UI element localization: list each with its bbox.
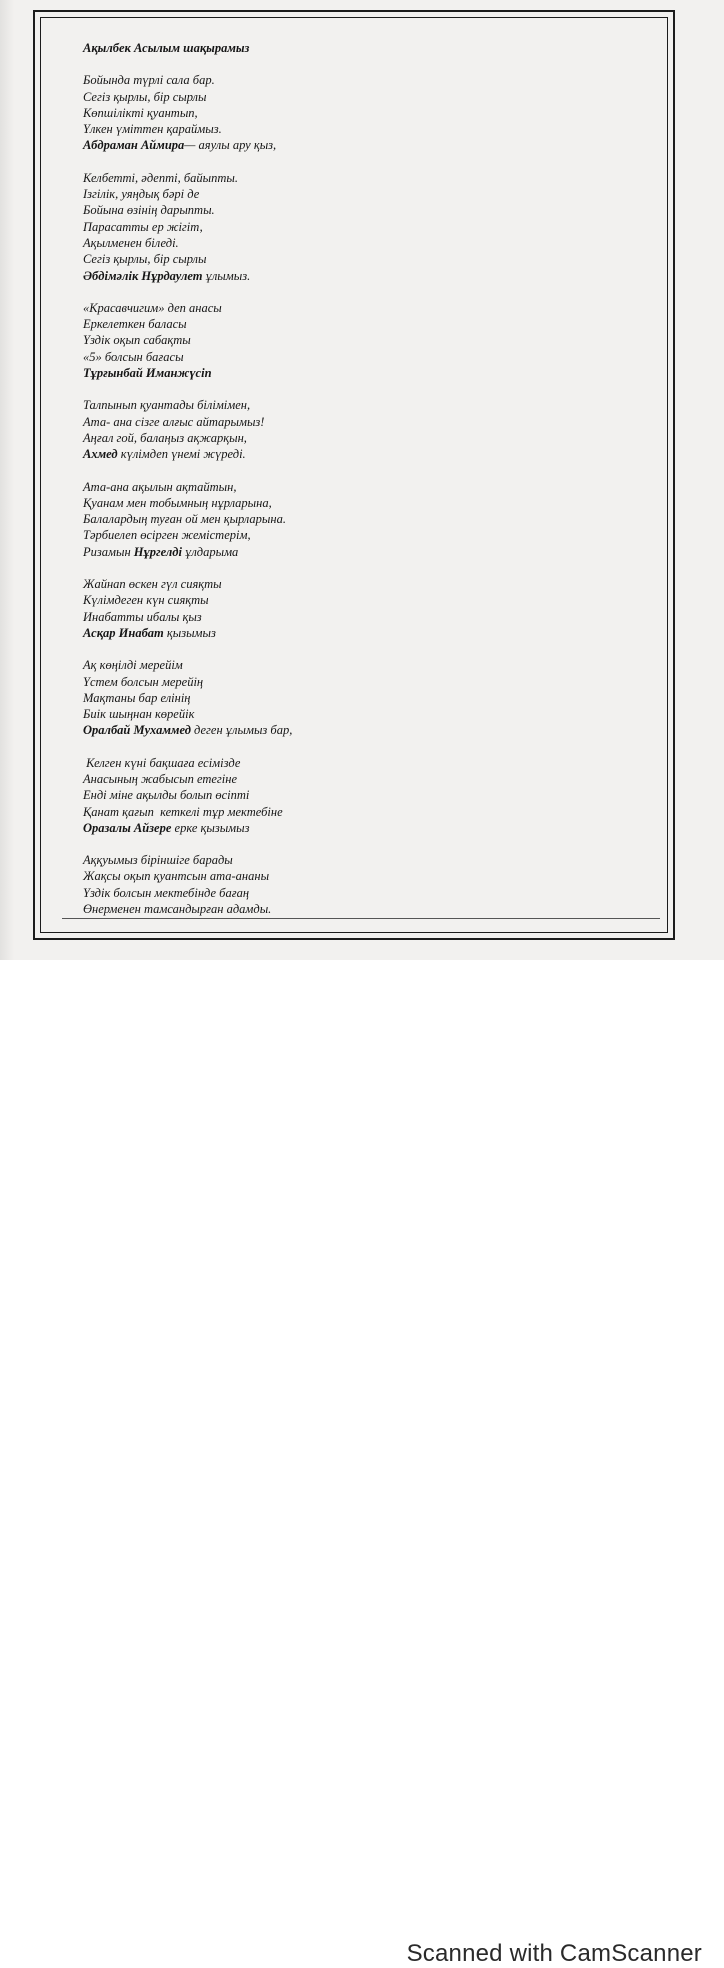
line-text: Аңғал гой, балаңыз ақжарқын,: [83, 430, 247, 445]
child-name: Тұрғынбай Иманжүсіп: [83, 366, 212, 381]
line-text: Бойында түрлі сала бар.: [83, 73, 215, 88]
line-text: Өнерменен тамсандырған адамды.: [83, 902, 272, 917]
poem-line: [83, 72, 643, 88]
poem-line: [83, 251, 643, 267]
poem-line: [83, 479, 643, 495]
line-text: Көпшілікті қуантып,: [83, 105, 198, 120]
poem-line: [83, 657, 643, 673]
stanza: [83, 852, 643, 917]
line-text: Ата- ана сізге алғыс айтарымыз!: [83, 414, 265, 429]
bottom-divider: [62, 918, 660, 919]
poem-line: [83, 235, 643, 251]
line-text: Ризамын: [83, 544, 134, 559]
poem-line: [83, 446, 643, 462]
poem-line: [83, 885, 643, 901]
line-text: Сегіз қырлы, бір сырлы: [83, 252, 207, 267]
line-text: Үлкен үміттен қараймыз.: [83, 122, 222, 137]
poem-line: [83, 771, 643, 787]
line-text: ұлдарыма: [181, 544, 239, 559]
poem-line: [83, 349, 643, 365]
poem-line: [83, 722, 643, 738]
poem-line: [83, 495, 643, 511]
poem-line: [83, 690, 643, 706]
poem-line: [83, 544, 643, 560]
line-text: Тәрбиелеп өсірген жемістерім,: [83, 528, 251, 543]
line-text: Биік шыңнан көрейік: [83, 707, 195, 722]
poem-line: [83, 89, 643, 105]
poem-line: [83, 804, 643, 820]
poem-line: [83, 852, 643, 868]
poem-line: [83, 219, 643, 235]
line-text: Инабатты ибалы қыз: [83, 609, 202, 624]
line-text: қызымыз: [163, 625, 216, 640]
poem-line: [83, 414, 643, 430]
poem-line: [83, 787, 643, 803]
line-text: Үстем болсын мерейің: [83, 674, 204, 689]
poem-line: [83, 868, 643, 884]
line-text: Балалардың туған ой мен қырларына.: [83, 512, 286, 527]
line-text: «Красавчигим» деп анасы: [83, 300, 222, 315]
poem-title: Ақылбек Асылым шақырамыз: [83, 41, 250, 55]
line-text: Енді міне ақылды болып өсіпті: [83, 788, 250, 803]
line-text: Үздік болсын мектебінде бағаң: [83, 885, 250, 900]
line-text: — аяулы ару қыз,: [184, 138, 277, 153]
line-text: ұлымыз.: [202, 268, 251, 283]
line-text: Ізгілік, уяңдық бәрі де: [83, 187, 200, 202]
poem-line: [83, 511, 643, 527]
line-text: Мақтаны бар елінің: [83, 690, 191, 705]
poem-line: [83, 300, 643, 316]
child-name: Оралбай Мухаммед: [83, 723, 191, 738]
line-text: Ақ көңілді мерейім: [83, 658, 183, 673]
stanza: [83, 300, 643, 381]
line-text: Жайнап өскен гүл сияқты: [83, 577, 222, 592]
line-text: «5» болсын бағасы: [83, 349, 184, 364]
poem-line: [83, 706, 643, 722]
child-name: Абдраман Аймира: [83, 138, 185, 153]
line-text: Парасатты ер жігіт,: [83, 219, 203, 234]
scanned-page: [0, 0, 724, 960]
stanza: [83, 72, 643, 153]
child-name: Оразалы Айзере: [83, 820, 172, 835]
child-name: Әбдімәлік Нұрдаулет: [83, 268, 203, 283]
poem-line: [83, 121, 643, 137]
poem-line: [83, 674, 643, 690]
line-text: Қанат қағып кеткелі тұр мектебіне: [83, 804, 283, 819]
poem-line: [83, 625, 643, 641]
poem-line: [83, 170, 643, 186]
camscanner-watermark: Scanned with CamScanner: [406, 1940, 702, 1967]
line-text: Сегіз қырлы, бір сырлы: [83, 89, 207, 104]
poem-line: [83, 576, 643, 592]
child-name: Нұргелді: [133, 544, 182, 559]
stanza: [83, 397, 643, 462]
footer-bar: [0, 960, 724, 1967]
poem-line: [83, 820, 643, 836]
line-text: Бойына өзінің дарыпты.: [83, 203, 215, 218]
line-text: Келген күні бақшаға есімізде: [83, 755, 241, 770]
poem-line: [83, 316, 643, 332]
line-text: Еркелеткен баласы: [83, 317, 187, 332]
poem-line: [83, 268, 643, 284]
line-text: Күлімдеген күн сияқты: [83, 593, 209, 608]
line-text: күлімдеп үнемі жүреді.: [117, 447, 246, 462]
line-text: Үздік оқып сабақты: [83, 333, 191, 348]
line-text: Аққуымыз біріншіге барады: [83, 853, 233, 868]
poem-line: [83, 332, 643, 348]
poem-line: [83, 901, 643, 917]
poem-line: [83, 527, 643, 543]
stanza: [83, 657, 643, 738]
poem-line: [83, 186, 643, 202]
stanza-list: [83, 72, 643, 917]
stanza: [83, 755, 643, 836]
line-text: Жақсы оқып қуантсын ата-ананы: [83, 869, 270, 884]
child-name: Ахмед: [83, 447, 118, 462]
poem-body: [83, 40, 643, 917]
poem-line: [83, 430, 643, 446]
stanza: [83, 479, 643, 560]
line-text: Келбетті, әдепті, байыпты.: [83, 170, 238, 185]
line-text: Қуанам мен тобымның нұрларына,: [83, 495, 272, 510]
stanza: [83, 170, 643, 284]
scan-edge-shadow: [0, 0, 14, 960]
line-text: ерке қызымыз: [171, 820, 250, 835]
poem-line: [83, 397, 643, 413]
line-text: Анасының жабысып етегіне: [83, 771, 238, 786]
poem-line: [83, 365, 643, 381]
poem-line: [83, 105, 643, 121]
poem-line: [83, 137, 643, 153]
line-text: Талпынып қуантады білімімен,: [83, 398, 251, 413]
line-text: деген ұлымыз бар,: [190, 723, 293, 738]
child-name: Асқар Инабат: [83, 625, 164, 640]
poem-line: [83, 202, 643, 218]
stanza: [83, 576, 643, 641]
poem-line: [83, 592, 643, 608]
line-text: Ата-ана ақылын ақтайтын,: [83, 479, 237, 494]
poem-line: [83, 609, 643, 625]
poem-line: [83, 755, 643, 771]
line-text: Ақылменен біледі.: [83, 235, 179, 250]
